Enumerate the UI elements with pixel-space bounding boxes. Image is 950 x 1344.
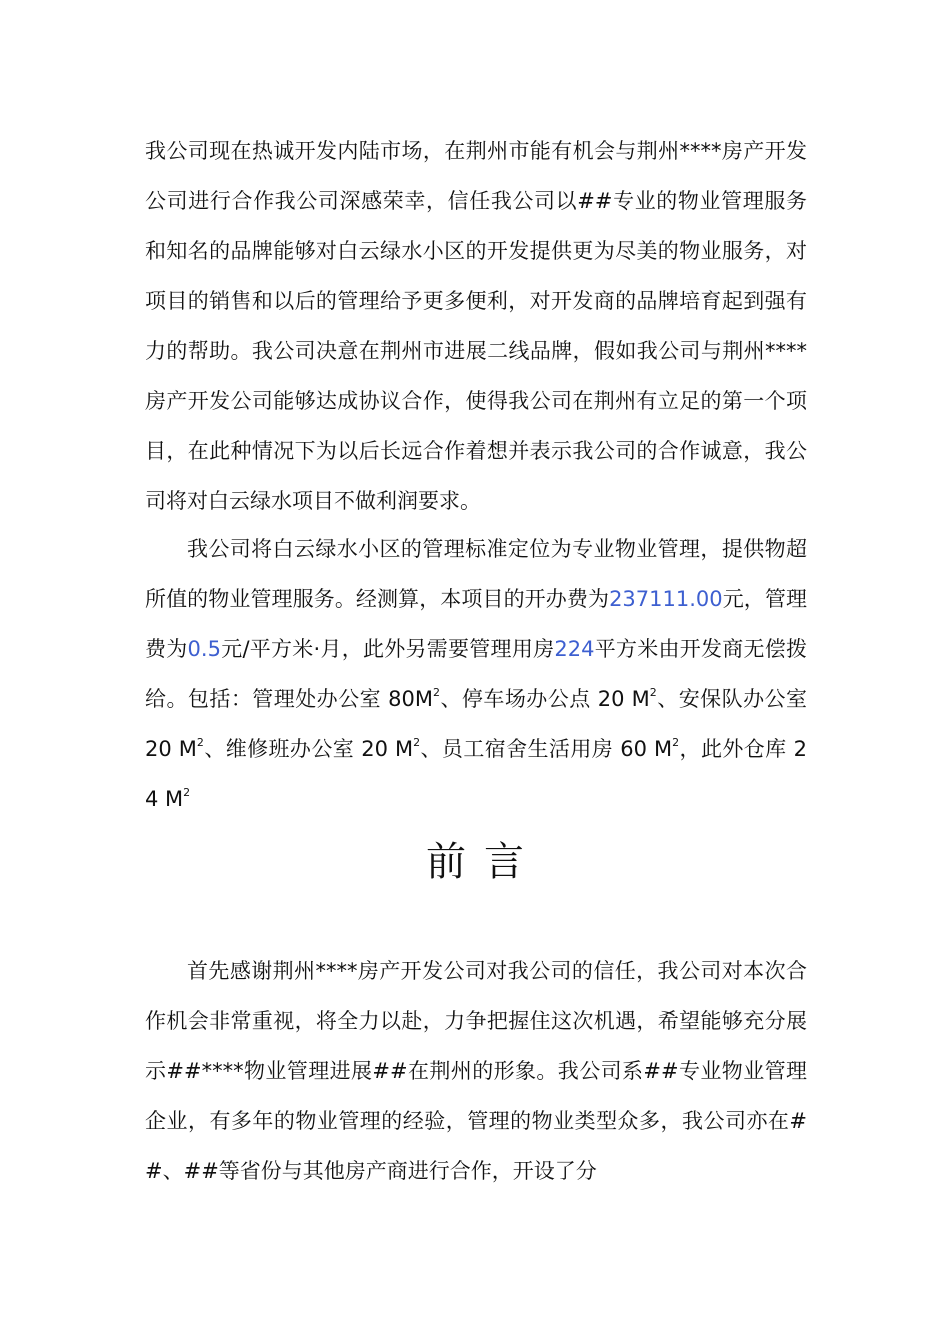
text-segment: 元/平方米·月，此外另需要管理用房 [220,637,555,661]
section-heading: 前言 [426,839,542,885]
text-segment: 、员工宿舍生活用房 60 M [420,737,673,761]
text-segment: ，此外仓库 24 M [145,737,807,811]
paragraph-intro: 我公司现在热诚开发内陆市场，在荆州市能有机会与荆州****房产开发公司进行合作我公司深感荣幸，信任我公司以##专业的物业管理服务和知名的品牌能够对白云绿水小区的开发提供更为尽美的物业服务，对项目的销售和以后的管理给予更多便利，对开发商的品牌培育起到强有力的帮助。我公司决意在荆州市进展二线品牌，假如我公司与荆州****房产开发公司能够达成协议合作，使得我公司在荆州有立足的第一个项目，在此种情况下为以后长远合作着想并表示我公司的合作诚意，我公司将对白云绿水项目不做利润要求。 [145,139,807,513]
square-superscript: 2 [672,736,680,749]
paragraph-management-standard [145,524,807,824]
square-superscript: 2 [196,736,204,749]
management-room-area-value: 224 [554,637,595,661]
square-superscript: 2 [183,786,191,799]
square-superscript: 2 [433,686,441,699]
paragraph-preface: 首先感谢荆州****房产开发公司对我公司的信任，我公司对本次合作机会非常重视，将全力以赴，力争把握住这次机遇，希望能够充分展示##****物业管理进展##在荆州的形象。我公司系##专业物业管理企业，有多年的物业管理的经验，管理的物业类型众多，我公司亦在##、##等省份与其他房产商进行合作，开设了分 [145,959,807,1183]
text-segment: 、维修班办公室 20 M [203,737,414,761]
management-fee-value: 0.5 [187,637,221,661]
square-superscript: 2 [413,736,421,749]
text-segment: 我公司将白云绿水小区的管理标准定位为专业物业管理，提供物超所值的物业管理服务。经测算，本项目的开办费为 [145,537,807,611]
square-superscript: 2 [649,686,657,699]
text-segment: 平方米由开发商无偿拨给。包括：管理处办公室 80M [145,637,808,711]
text-segment: 元，管理费为 [145,587,807,661]
opening-fee-value: 237111.00 [609,587,723,611]
text-segment: 、停车场办公点 20 M [440,687,650,711]
text-segment: 、安保队办公室 20 M [145,687,808,761]
